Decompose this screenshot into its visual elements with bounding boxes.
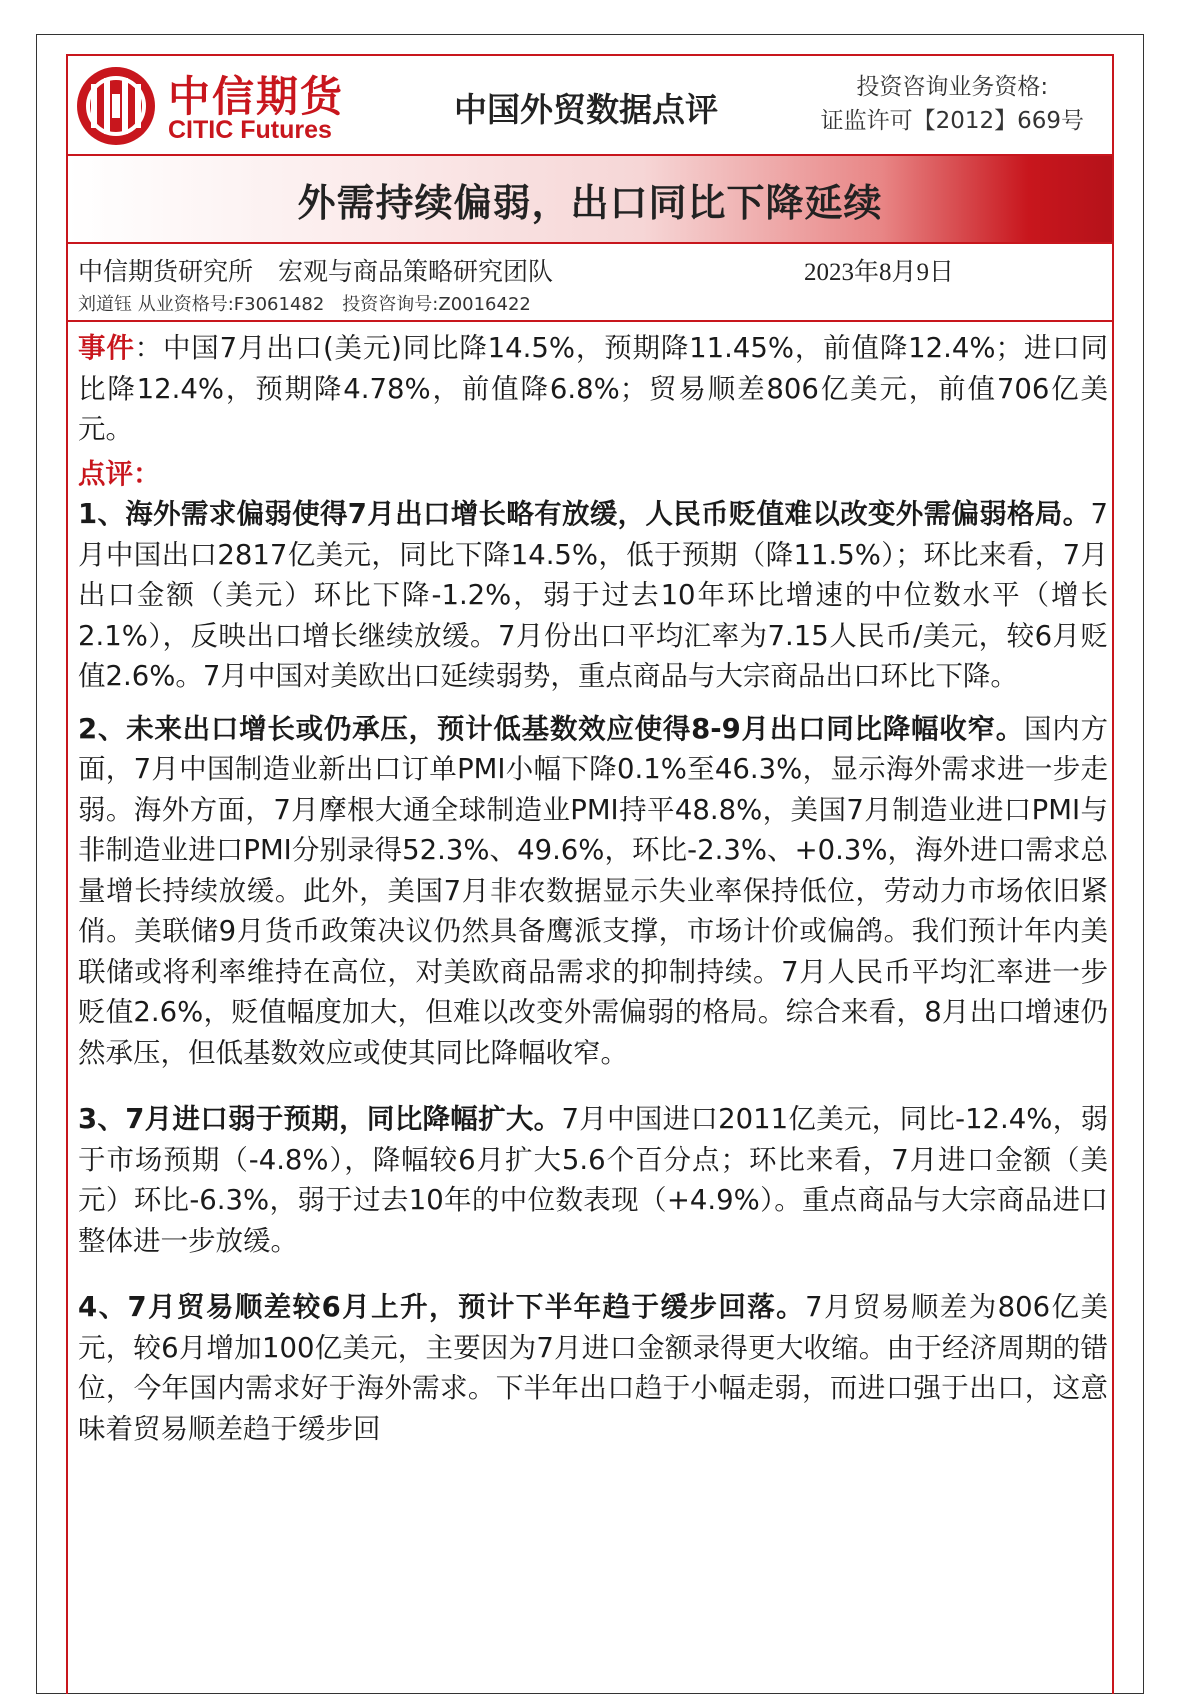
license-line-2: 证监许可【2012】669号	[820, 108, 1084, 134]
author-block	[68, 244, 1112, 322]
section-3-text: 7月中国进口2011亿美元，同比-12.4%，弱于市场预期（-4.8%），降幅较6月扩大5.6个百分点；环比来看，7月进口金额（美元）环比-6.3%，弱于过去10年的中位数表现（+4.9%）。重点商品与大宗商品进口整体进一步放缓。	[78, 1103, 1108, 1257]
section-3	[78, 1099, 1108, 1261]
report-header	[68, 56, 1112, 156]
event-paragraph	[78, 328, 1108, 450]
section-4-text: 7月贸易顺差为806亿美元，较6月增加100亿美元，主要因为7月进口金额录得更大收缩。由于经济周期的错位，今年国内需求好于海外需求。下半年出口趋于小幅走弱，而进口强于出口，这意味着贸易顺差趋于缓步回	[78, 1291, 1108, 1445]
citic-emblem-icon	[74, 64, 158, 148]
license-info	[821, 70, 1084, 138]
logo-chinese-name: 中信期货	[168, 72, 345, 121]
citic-logo	[74, 64, 374, 148]
report-document	[66, 54, 1114, 1694]
logo-english-name: CITIC Futures	[168, 116, 332, 144]
comment-label: 点评	[78, 457, 133, 490]
report-type-title: 中国外贸数据点评	[454, 90, 718, 129]
section-2-text: 国内方面，7月中国制造业新出口订单PMI小幅下降0.1%至46.3%，显示海外需求进一步走弱。海外方面，7月摩根大通全球制造业PMI持平48.8%，美国7月制造业进口PMI与非制造业进口PMI分别录得52.3%、49.6%，环比-2.3%、+0.3%，海外进口需求总量增长持续放缓。此外，美国7月非农数据显示失业率保持低位，劳动力市场依旧紧俏。美联储9月货币政策决议仍然具备鹰派支撑，市场计价或偏鸽。我们预计年内美联储或将利率维持在高位，对美欧商品需求的抑制持续。7月人民币平均汇率进一步贬值2.6%，贬值幅度加大，但难以改变外需偏弱的格局。综合来看，8月出口增速仍然承压，但低基数效应或使其同比降幅收窄。	[78, 712, 1108, 1069]
event-text: ：中国7月出口(美元)同比降14.5%，预期降11.45%，前值降12.4%；进口同比降12.4%，预期降4.78%，前值降6.8%；贸易顺差806亿美元，前值706亿美元。	[78, 332, 1109, 445]
section-4	[78, 1287, 1108, 1449]
comment-colon: ：	[133, 457, 161, 490]
report-date: 2023年8月9日	[804, 259, 955, 286]
section-1-heading: 1、海外需求偏弱使得7月出口增长略有放缓，人民币贬值难以改变外需偏弱格局。	[78, 498, 1091, 530]
comment-heading	[78, 454, 1108, 495]
analyst-credentials: 刘道钰 从业资格号:F3061482 投资咨询号:Z0016422	[78, 294, 531, 315]
section-1	[78, 494, 1108, 697]
event-label: 事件	[78, 332, 135, 364]
headline-title: 外需持续偏弱，出口同比下降延续	[297, 181, 883, 225]
report-body	[78, 328, 1108, 1449]
section-2-heading: 2、未来出口增长或仍承压，预计低基数效应使得8-9月出口同比降幅收窄。	[78, 712, 1024, 745]
section-4-heading: 4、7月贸易顺差较6月上升，预计下半年趋于缓步回落。	[78, 1291, 806, 1323]
section-3-heading: 3、7月进口弱于预期，同比降幅扩大。	[78, 1103, 562, 1135]
section-2	[78, 709, 1108, 1074]
research-institution: 中信期货研究所 宏观与商品策略研究团队	[78, 257, 554, 286]
license-line-1: 投资咨询业务资格:	[856, 74, 1049, 100]
section-1-text: 7月中国出口2817亿美元，同比下降14.5%，低于预期（降11.5%）；环比来看，7月出口金额（美元）环比下降-1.2%，弱于过去10年环比增速的中位数水平（增长2.1%），反映出口增长继续放缓。7月份出口平均汇率为7.15人民币/美元，较6月贬值2.6%。7月中国对美欧出口延续弱势，重点商品与大宗商品出口环比下降。	[78, 498, 1108, 692]
headline-banner	[68, 156, 1112, 244]
